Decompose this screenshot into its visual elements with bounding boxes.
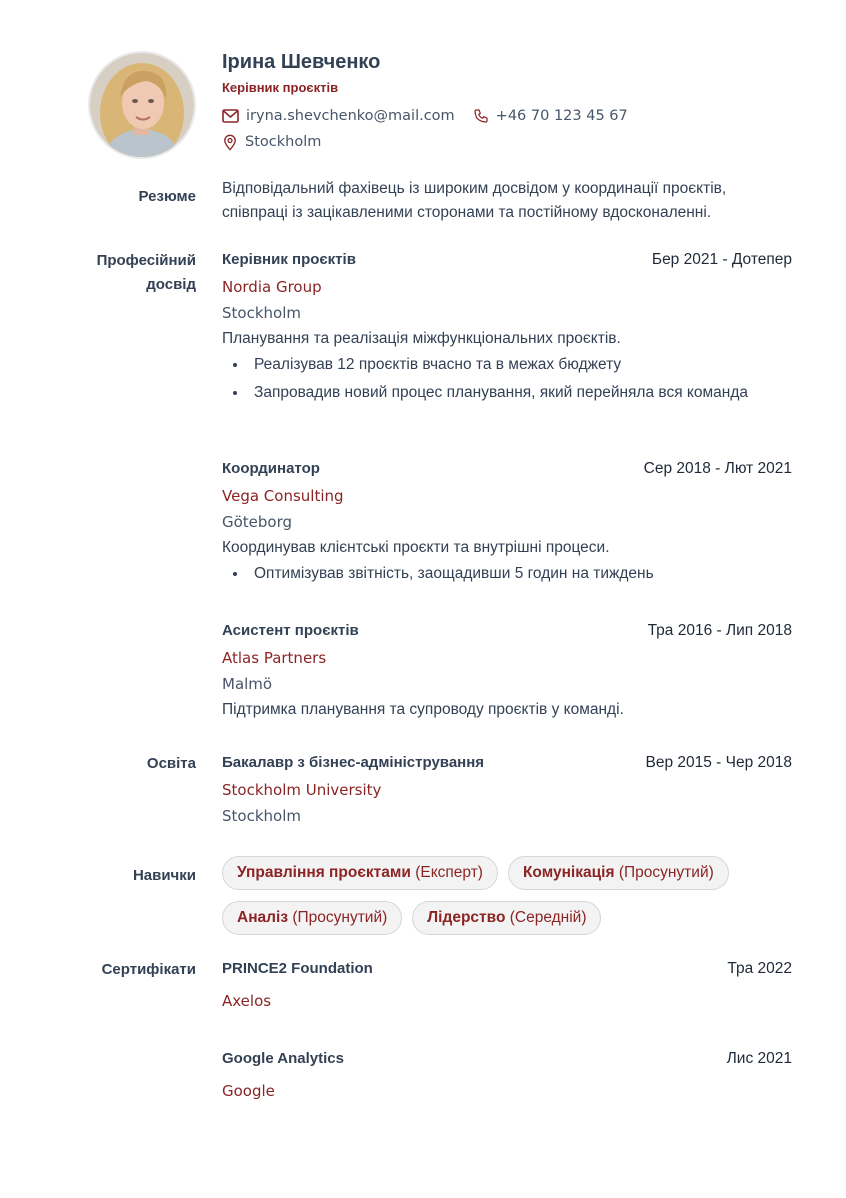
skill-name: Управління проєктами — [237, 864, 411, 881]
skill-name: Комунікація — [522, 864, 615, 881]
section-label-skills: Навички — [132, 867, 196, 884]
certificate-date: Лис 2021 — [726, 1050, 792, 1067]
experience-item — [222, 250, 792, 410]
skill-level: (Просунутий) — [618, 864, 714, 881]
experience-location: Göteborg — [222, 513, 293, 531]
experience-description: Підтримка планування та супроводу проєктів у команді. — [222, 701, 624, 718]
section-label-summary: Резюме — [138, 188, 196, 205]
experience-location: Stockholm — [222, 304, 301, 322]
profile-photo — [90, 53, 194, 157]
experience-company: Nordia Group — [222, 278, 322, 296]
phone-text: +46 70 123 45 67 — [495, 108, 628, 124]
location-item — [222, 134, 321, 151]
phone-icon — [473, 108, 489, 124]
certificate-item — [222, 959, 792, 1012]
skills-list — [222, 856, 792, 946]
experience-dates: Тра 2016 - Лип 2018 — [647, 622, 792, 639]
certificate-issuer: Axelos — [222, 992, 272, 1010]
contact-info — [222, 106, 646, 152]
experience-location: Malmö — [222, 675, 273, 693]
education-location: Stockholm — [222, 807, 301, 825]
phone-item[interactable] — [473, 108, 628, 124]
experience-title: Керівник проєктів — [222, 251, 356, 268]
education-degree: Бакалавр з бізнес-адміністрування — [222, 754, 485, 771]
experience-dates: Бер 2021 - Дотепер — [651, 251, 792, 268]
certificate-name: Google Analytics — [222, 1050, 344, 1067]
skill-level: (Середній) — [509, 909, 587, 926]
summary-text: Відповідальний фахівець із широким досвідом у координації проєктів, співпраці із зацікавленими сторонами та постійному вдосконаленні. — [222, 180, 727, 221]
location-text: Stockholm — [245, 134, 322, 150]
education-item — [222, 753, 792, 827]
certificate-name: PRINCE2 Foundation — [222, 960, 373, 977]
education-school: Stockholm University — [222, 781, 382, 799]
experience-bullet: • Запровадив новий процес планування, який перейняла вся команда — [248, 382, 792, 404]
header — [222, 50, 646, 158]
section-label-certificates: Сертифікати — [101, 961, 196, 978]
experience-title: Координатор — [222, 460, 320, 477]
experience-company: Vega Consulting — [222, 487, 344, 505]
skill-name: Аналіз — [237, 909, 289, 926]
skill-chip — [508, 856, 729, 890]
experience-item — [222, 459, 792, 591]
section-label-education: Освіта — [146, 755, 196, 772]
skill-level: (Експерт) — [415, 864, 483, 881]
email-text: iryna.shevchenko@mail.com — [246, 108, 455, 124]
certificate-issuer: Google — [222, 1082, 275, 1100]
location-pin-icon — [222, 134, 238, 151]
experience-title: Асистент проєктів — [222, 622, 359, 639]
experience-item — [222, 621, 792, 721]
mail-icon — [222, 109, 239, 123]
skill-chip — [412, 901, 601, 935]
experience-bullet: • Оптимізував звітність, заощадивши 5 годин на тиждень — [248, 563, 792, 585]
email-item[interactable] — [222, 108, 455, 124]
certificate-date: Тра 2022 — [727, 960, 792, 977]
job-title: Керівник проєктів — [222, 80, 339, 95]
experience-dates: Сер 2018 - Лют 2021 — [643, 460, 792, 477]
skill-chip — [222, 901, 402, 935]
experience-description: Координував клієнтські проєкти та внутрішні процеси. — [222, 539, 610, 556]
experience-description: Планування та реалізація міжфункціональних проєктів. — [222, 330, 621, 347]
skill-level: (Просунутий) — [292, 909, 388, 926]
skill-chip — [222, 856, 498, 890]
experience-bullet: • Реалізував 12 проєктів вчасно та в межах бюджету — [248, 354, 792, 376]
education-dates: Вер 2015 - Чер 2018 — [645, 754, 792, 771]
certificate-item — [222, 1049, 792, 1102]
person-name: Ірина Шевченко — [222, 51, 381, 73]
avatar — [90, 53, 194, 157]
skill-name: Лідерство — [427, 909, 506, 926]
section-label-experience: Професійний досвід — [96, 252, 196, 293]
experience-company: Atlas Partners — [222, 649, 327, 667]
